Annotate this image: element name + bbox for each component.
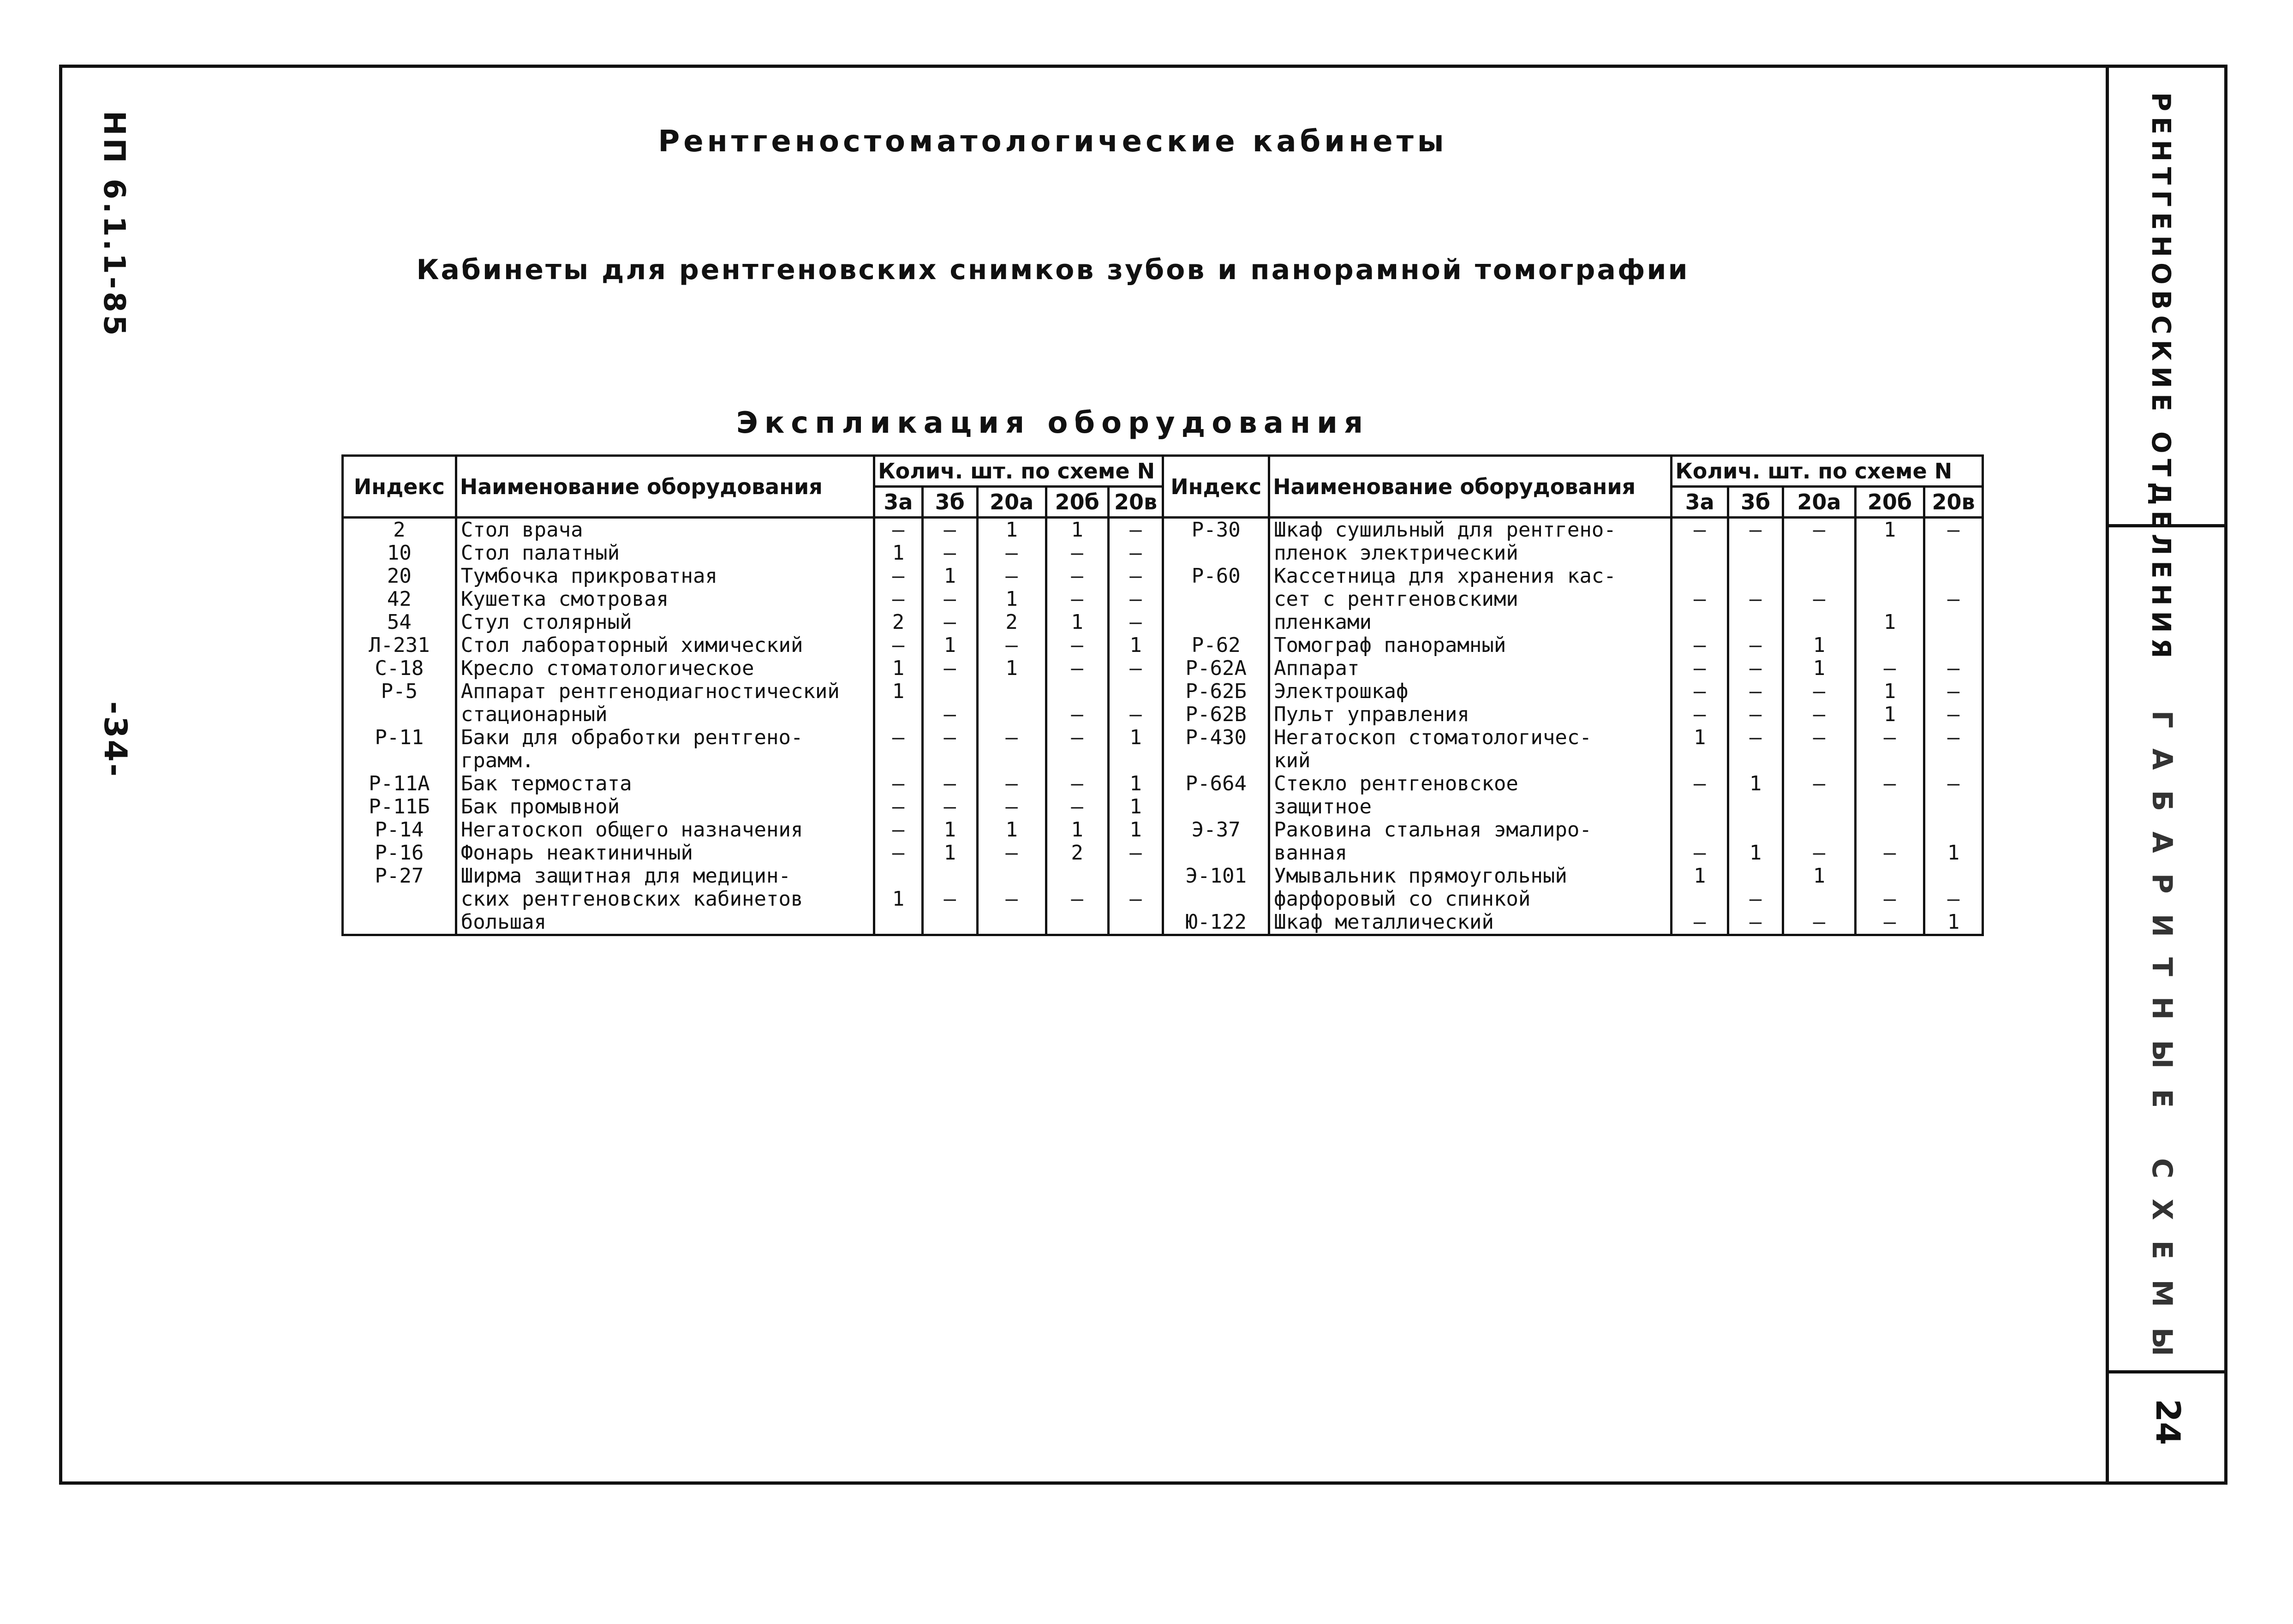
header-scheme: 20а — [1783, 487, 1855, 518]
left-qty-cell — [977, 703, 1046, 726]
left-qty-cell: — — [1108, 842, 1163, 865]
left-name-cell: Стул столярный — [456, 611, 874, 634]
table-row — [343, 795, 1983, 818]
right-name-cell: защитное — [1269, 795, 1672, 818]
header-qty: Колич. шт. по схеме N — [1672, 456, 1983, 487]
left-name-cell: Стол врача — [456, 518, 874, 542]
left-qty-cell: — — [922, 795, 977, 818]
left-qty-cell: — — [874, 818, 923, 842]
left-qty-cell: — — [1108, 542, 1163, 565]
left-name-cell: Бак промывной — [456, 795, 874, 818]
left-qty-cell: — — [977, 726, 1046, 749]
left-qty-cell: — — [1046, 703, 1108, 726]
left-qty-cell: 1 — [1046, 518, 1108, 542]
left-name-cell: ских рентгеновских кабинетов — [456, 888, 874, 911]
left-qty-cell — [1108, 749, 1163, 772]
equipment-table — [341, 454, 1984, 936]
document-code: НП 6.1.1-85 — [97, 111, 131, 339]
right-qty-cell — [1924, 749, 1983, 772]
right-qty-cell — [1924, 611, 1983, 634]
right-qty-cell — [1728, 865, 1783, 888]
table-row — [343, 657, 1983, 680]
right-qty-cell: — — [1924, 772, 1983, 795]
left-qty-cell: — — [874, 795, 923, 818]
left-qty-cell: — — [977, 842, 1046, 865]
right-name-cell: кий — [1269, 749, 1672, 772]
right-qty-cell — [1924, 795, 1983, 818]
right-index-cell — [1163, 542, 1269, 565]
left-qty-cell: — — [922, 703, 977, 726]
right-qty-cell — [1672, 818, 1728, 842]
right-qty-cell: — — [1855, 842, 1924, 865]
left-qty-cell: — — [874, 842, 923, 865]
right-qty-cell — [1728, 542, 1783, 565]
right-qty-cell: — — [1783, 911, 1855, 935]
left-index-cell: Р-11Б — [343, 795, 456, 818]
left-qty-cell: — — [1046, 795, 1108, 818]
right-name-cell: Шкаф металлический — [1269, 911, 1672, 935]
header-scheme: 20б — [1855, 487, 1924, 518]
left-name-cell: Фонарь неактиничный — [456, 842, 874, 865]
right-name-cell: пленок электрический — [1269, 542, 1672, 565]
left-qty-cell: 1 — [977, 818, 1046, 842]
right-qty-cell — [1728, 611, 1783, 634]
left-qty-cell: — — [977, 565, 1046, 588]
right-qty-cell — [1855, 542, 1924, 565]
right-qty-cell: — — [1672, 657, 1728, 680]
left-qty-cell: — — [1108, 703, 1163, 726]
left-qty-cell: — — [977, 542, 1046, 565]
left-qty-cell: — — [922, 542, 977, 565]
left-qty-cell: — — [874, 726, 923, 749]
right-index-cell: Э-37 — [1163, 818, 1269, 842]
right-qty-cell — [1855, 565, 1924, 588]
left-qty-cell: — — [1046, 772, 1108, 795]
left-qty-cell: 1 — [977, 657, 1046, 680]
equipment-table-wrap — [341, 454, 1984, 936]
right-index-cell: Р-62А — [1163, 657, 1269, 680]
left-name-cell: Негатоскоп общего назначения — [456, 818, 874, 842]
right-name-cell: Пульт управления — [1269, 703, 1672, 726]
left-name-cell: большая — [456, 911, 874, 935]
right-qty-cell — [1672, 749, 1728, 772]
right-qty-cell: — — [1672, 634, 1728, 657]
right-name-cell: Аппарат — [1269, 657, 1672, 680]
left-qty-cell: 1 — [922, 634, 977, 657]
left-index-cell — [343, 749, 456, 772]
right-qty-cell: — — [1728, 518, 1783, 542]
right-name-cell: ванная — [1269, 842, 1672, 865]
table-row — [343, 680, 1983, 703]
right-qty-cell — [1924, 542, 1983, 565]
left-qty-cell — [1046, 749, 1108, 772]
right-qty-cell: — — [1728, 726, 1783, 749]
left-name-cell: стационарный — [456, 703, 874, 726]
right-qty-cell: — — [1924, 888, 1983, 911]
right-qty-cell — [1855, 749, 1924, 772]
right-qty-cell: 1 — [1783, 657, 1855, 680]
left-qty-cell: — — [922, 588, 977, 611]
header-scheme: 20б — [1046, 487, 1108, 518]
table-row — [343, 634, 1983, 657]
right-name-cell: Кассетница для хранения кас- — [1269, 565, 1672, 588]
left-qty-cell: 1 — [1108, 634, 1163, 657]
left-qty-cell: — — [922, 657, 977, 680]
right-qty-cell: — — [1728, 588, 1783, 611]
right-qty-cell — [1855, 818, 1924, 842]
right-qty-cell — [1672, 611, 1728, 634]
right-qty-cell — [1783, 749, 1855, 772]
left-name-cell: Бак термостата — [456, 772, 874, 795]
right-qty-cell — [1728, 795, 1783, 818]
right-qty-cell — [1783, 888, 1855, 911]
right-qty-cell: — — [1783, 680, 1855, 703]
right-index-cell: Р-60 — [1163, 565, 1269, 588]
left-qty-cell: 1 — [874, 680, 923, 703]
right-qty-cell: — — [1855, 726, 1924, 749]
equipment-table-body — [343, 518, 1983, 935]
left-qty-cell: 2 — [1046, 842, 1108, 865]
right-index-cell: Р-62Б — [1163, 680, 1269, 703]
left-index-cell: 54 — [343, 611, 456, 634]
left-qty-cell — [977, 911, 1046, 935]
right-index-cell — [1163, 888, 1269, 911]
left-index-cell: Л-231 — [343, 634, 456, 657]
left-name-cell: Стол лабораторный химический — [456, 634, 874, 657]
left-qty-cell: — — [1108, 565, 1163, 588]
right-index-cell: Э-101 — [1163, 865, 1269, 888]
left-index-cell: Р-11А — [343, 772, 456, 795]
table-row — [343, 749, 1983, 772]
right-qty-cell: 1 — [1783, 865, 1855, 888]
table-row — [343, 542, 1983, 565]
left-qty-cell: 1 — [922, 565, 977, 588]
section-label: РЕНТГЕНОВСКИЕ ОТДЕЛЕНИЯ — [2146, 92, 2176, 664]
left-name-cell: Кресло стоматологическое — [456, 657, 874, 680]
left-index-cell: Р-14 — [343, 818, 456, 842]
left-qty-cell: — — [874, 565, 923, 588]
right-qty-cell: — — [1672, 772, 1728, 795]
left-name-cell: Кушетка смотровая — [456, 588, 874, 611]
table-row — [343, 611, 1983, 634]
left-qty-cell: — — [922, 518, 977, 542]
right-qty-cell — [1728, 565, 1783, 588]
right-qty-cell: — — [1672, 588, 1728, 611]
right-qty-cell: 1 — [1672, 865, 1728, 888]
right-qty-cell — [1672, 795, 1728, 818]
right-qty-cell — [1855, 588, 1924, 611]
left-name-cell: Баки для обработки рентгено- — [456, 726, 874, 749]
right-qty-cell: 1 — [1855, 680, 1924, 703]
left-qty-cell — [1046, 911, 1108, 935]
left-index-cell: 42 — [343, 588, 456, 611]
right-qty-cell — [1855, 634, 1924, 657]
left-qty-cell: — — [1108, 611, 1163, 634]
right-qty-cell: 1 — [1728, 772, 1783, 795]
left-qty-cell — [922, 911, 977, 935]
right-qty-cell — [1924, 865, 1983, 888]
right-index-cell — [1163, 588, 1269, 611]
left-qty-cell — [922, 749, 977, 772]
left-qty-cell — [977, 680, 1046, 703]
table-row — [343, 865, 1983, 888]
left-qty-cell: — — [1108, 888, 1163, 911]
header-qty: Колич. шт. по схеме N — [874, 456, 1163, 487]
right-qty-cell: 1 — [1855, 611, 1924, 634]
right-qty-cell: — — [1924, 680, 1983, 703]
right-name-cell: Стекло рентгеновское — [1269, 772, 1672, 795]
right-qty-cell: — — [1728, 888, 1783, 911]
right-qty-cell — [1924, 818, 1983, 842]
right-qty-cell — [1672, 565, 1728, 588]
left-qty-cell — [1108, 865, 1163, 888]
schemes-label: ГАБАРИТНЫЕ СХЕМЫ — [2146, 710, 2178, 1377]
right-qty-cell: — — [1672, 703, 1728, 726]
table-row — [343, 588, 1983, 611]
left-qty-cell: — — [1108, 518, 1163, 542]
left-qty-cell — [874, 911, 923, 935]
left-qty-cell: — — [977, 772, 1046, 795]
right-qty-cell: — — [1728, 680, 1783, 703]
left-qty-cell: 1 — [1108, 818, 1163, 842]
left-qty-cell: — — [874, 634, 923, 657]
right-qty-cell: — — [1783, 703, 1855, 726]
left-qty-cell: — — [922, 772, 977, 795]
right-qty-cell: — — [1924, 726, 1983, 749]
left-qty-cell: 1 — [977, 518, 1046, 542]
left-index-cell — [343, 703, 456, 726]
left-qty-cell: 1 — [1108, 726, 1163, 749]
left-index-cell: Р-27 — [343, 865, 456, 888]
left-qty-cell — [1046, 865, 1108, 888]
table-title: Экспликация оборудования — [736, 406, 1370, 440]
right-qty-cell: 1 — [1855, 518, 1924, 542]
right-qty-cell: — — [1783, 588, 1855, 611]
left-qty-cell: 1 — [977, 588, 1046, 611]
left-qty-cell: 1 — [1046, 611, 1108, 634]
left-qty-cell — [922, 865, 977, 888]
right-qty-cell: 1 — [1855, 703, 1924, 726]
panel-page-number: 24 — [2149, 1399, 2187, 1445]
right-qty-cell: — — [1924, 703, 1983, 726]
left-qty-cell: — — [1046, 565, 1108, 588]
left-qty-cell: — — [1046, 588, 1108, 611]
right-qty-cell: 1 — [1924, 911, 1983, 935]
header-scheme: 20в — [1108, 487, 1163, 518]
right-index-cell: Р-30 — [1163, 518, 1269, 542]
header-scheme: 3а — [1672, 487, 1728, 518]
right-index-cell — [1163, 842, 1269, 865]
left-name-cell: Стол палатный — [456, 542, 874, 565]
right-qty-cell: — — [1728, 657, 1783, 680]
right-qty-cell — [1783, 542, 1855, 565]
left-qty-cell: 1 — [874, 888, 923, 911]
left-qty-cell: — — [1046, 888, 1108, 911]
right-qty-cell: — — [1855, 657, 1924, 680]
left-qty-cell — [1046, 680, 1108, 703]
left-qty-cell: — — [1046, 657, 1108, 680]
right-qty-cell: 1 — [1672, 726, 1728, 749]
right-qty-cell: — — [1783, 842, 1855, 865]
right-qty-cell — [1783, 818, 1855, 842]
table-row — [343, 565, 1983, 588]
header-scheme: 20в — [1924, 487, 1983, 518]
right-qty-cell: — — [1924, 588, 1983, 611]
right-qty-cell: — — [1672, 911, 1728, 935]
right-qty-cell — [1783, 565, 1855, 588]
right-qty-cell: — — [1728, 911, 1783, 935]
right-qty-cell: — — [1783, 726, 1855, 749]
left-qty-cell: — — [874, 588, 923, 611]
header-name: Наименование оборудования — [456, 456, 874, 518]
right-name-cell: фарфоровый со спинкой — [1269, 888, 1672, 911]
left-qty-cell — [922, 680, 977, 703]
left-index-cell: Р-11 — [343, 726, 456, 749]
right-qty-cell — [1728, 818, 1783, 842]
right-name-cell: пленками — [1269, 611, 1672, 634]
right-qty-cell: — — [1855, 772, 1924, 795]
left-qty-cell: — — [977, 888, 1046, 911]
right-name-cell: Негатоскоп стоматологичес- — [1269, 726, 1672, 749]
left-qty-cell: 1 — [874, 542, 923, 565]
right-qty-cell — [1924, 565, 1983, 588]
right-qty-cell: — — [1783, 772, 1855, 795]
left-index-cell: 2 — [343, 518, 456, 542]
left-qty-cell: — — [922, 888, 977, 911]
header-index: Индекс — [1163, 456, 1269, 518]
left-qty-cell — [1108, 911, 1163, 935]
left-qty-cell — [874, 865, 923, 888]
right-name-cell: Томограф панорамный — [1269, 634, 1672, 657]
left-qty-cell: — — [1108, 588, 1163, 611]
right-qty-cell — [1855, 795, 1924, 818]
right-qty-cell — [1783, 795, 1855, 818]
left-index-cell: С-18 — [343, 657, 456, 680]
table-row — [343, 911, 1983, 935]
left-qty-cell — [977, 865, 1046, 888]
left-qty-cell: 1 — [1046, 818, 1108, 842]
table-row — [343, 772, 1983, 795]
table-row — [343, 888, 1983, 911]
right-index-cell: Р-62 — [1163, 634, 1269, 657]
left-qty-cell: 1 — [874, 657, 923, 680]
right-qty-cell: — — [1783, 518, 1855, 542]
page-subtitle: Кабинеты для рентгеновских снимков зубов и панорамной томографии — [416, 254, 1690, 286]
page-title: Рентгеностоматологические кабинеты — [658, 125, 1448, 159]
left-name-cell: Ширма защитная для медицин- — [456, 865, 874, 888]
left-qty-cell: 2 — [977, 611, 1046, 634]
left-qty-cell: — — [1046, 726, 1108, 749]
right-qty-cell: 1 — [1924, 842, 1983, 865]
right-qty-cell: — — [1672, 842, 1728, 865]
right-index-cell: Р-430 — [1163, 726, 1269, 749]
left-qty-cell: 1 — [922, 842, 977, 865]
right-name-cell: Раковина стальная эмалиро- — [1269, 818, 1672, 842]
right-qty-cell: — — [1924, 518, 1983, 542]
left-qty-cell — [874, 703, 923, 726]
header-scheme: 3б — [922, 487, 977, 518]
left-index-cell: 20 — [343, 565, 456, 588]
left-qty-cell: — — [874, 518, 923, 542]
right-qty-cell: 1 — [1783, 634, 1855, 657]
right-qty-cell: — — [1855, 888, 1924, 911]
right-name-cell: Умывальник прямоугольный — [1269, 865, 1672, 888]
right-qty-cell: — — [1672, 680, 1728, 703]
right-index-cell: Ю-122 — [1163, 911, 1269, 935]
left-qty-cell: 1 — [922, 818, 977, 842]
header-index: Индекс — [343, 456, 456, 518]
left-qty-cell — [874, 749, 923, 772]
left-qty-cell: — — [1046, 542, 1108, 565]
table-row — [343, 818, 1983, 842]
left-qty-cell — [1108, 680, 1163, 703]
left-index-cell: Р-16 — [343, 842, 456, 865]
right-qty-cell: 1 — [1728, 842, 1783, 865]
right-qty-cell — [1728, 749, 1783, 772]
left-qty-cell: 1 — [1108, 772, 1163, 795]
right-name-cell: Электрошкаф — [1269, 680, 1672, 703]
left-qty-cell: — — [977, 634, 1046, 657]
right-name-cell: Шкаф сушильный для рентгено- — [1269, 518, 1672, 542]
left-qty-cell: — — [922, 726, 977, 749]
table-row — [343, 842, 1983, 865]
left-name-cell: грамм. — [456, 749, 874, 772]
right-qty-cell — [1672, 542, 1728, 565]
right-index-cell — [1163, 795, 1269, 818]
right-name-cell: сет с рентгеновскими — [1269, 588, 1672, 611]
right-qty-cell: — — [1672, 518, 1728, 542]
table-row — [343, 518, 1983, 542]
title-block-panel — [2106, 65, 2227, 1485]
right-qty-cell: — — [1728, 703, 1783, 726]
left-index-cell — [343, 888, 456, 911]
right-index-cell — [1163, 611, 1269, 634]
right-index-cell: Р-62В — [1163, 703, 1269, 726]
sheet-page-number: -34- — [97, 701, 133, 779]
left-qty-cell: — — [874, 772, 923, 795]
header-scheme: 3а — [874, 487, 923, 518]
right-qty-cell — [1855, 865, 1924, 888]
right-index-cell: Р-664 — [1163, 772, 1269, 795]
right-qty-cell — [1672, 888, 1728, 911]
left-index-cell — [343, 911, 456, 935]
header-scheme: 3б — [1728, 487, 1783, 518]
left-index-cell: 10 — [343, 542, 456, 565]
left-qty-cell: 1 — [1108, 795, 1163, 818]
right-index-cell — [1163, 749, 1269, 772]
right-qty-cell: — — [1728, 634, 1783, 657]
header-scheme: 20а — [977, 487, 1046, 518]
left-qty-cell: — — [977, 795, 1046, 818]
table-row — [343, 726, 1983, 749]
left-qty-cell: — — [922, 611, 977, 634]
header-name: Наименование оборудования — [1269, 456, 1672, 518]
left-name-cell: Тумбочка прикроватная — [456, 565, 874, 588]
right-qty-cell — [1924, 634, 1983, 657]
right-qty-cell — [1783, 611, 1855, 634]
right-qty-cell: — — [1855, 911, 1924, 935]
left-qty-cell — [977, 749, 1046, 772]
left-qty-cell: — — [1046, 634, 1108, 657]
left-qty-cell: 2 — [874, 611, 923, 634]
left-name-cell: Аппарат рентгенодиагностический — [456, 680, 874, 703]
right-qty-cell: — — [1924, 657, 1983, 680]
left-qty-cell: — — [1108, 657, 1163, 680]
left-index-cell: Р-5 — [343, 680, 456, 703]
table-row — [343, 703, 1983, 726]
